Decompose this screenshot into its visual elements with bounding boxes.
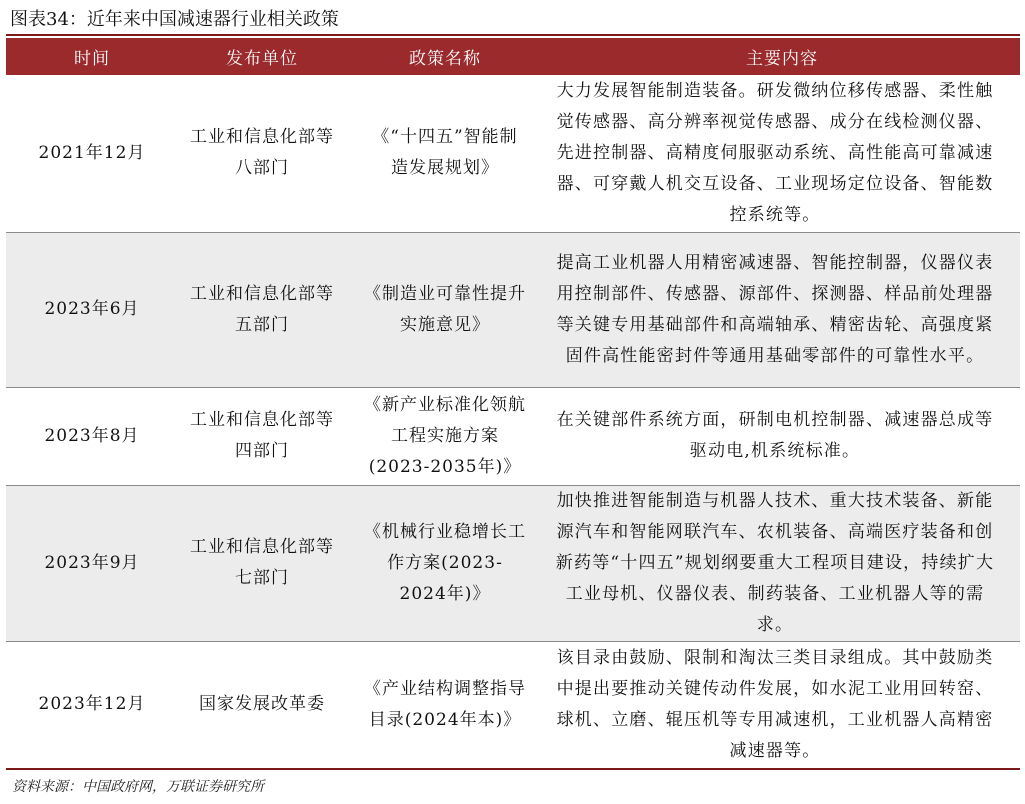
table-row <box>6 641 1020 768</box>
table-row <box>6 387 1020 485</box>
cell-content: 加快推进智能制造与机器人技术、重大技术装备、新能源汽车和智能网联汽车、农机装备、高端医疗装备和创新药等“十四五”规划纲要重大工程项目建设，持续扩大工业母机、仪器仪表、制药装备、工业机器人等的需求。 <box>544 485 1020 641</box>
table-row <box>6 75 1020 232</box>
header-time: 时间 <box>6 38 178 75</box>
source-note: 资料来源：中国政府网，万联证券研究所 <box>12 779 264 795</box>
cell-policy-name: 《产业结构调整指导目录(2024年本)》 <box>346 641 544 768</box>
cell-policy-name: 《新产业标准化领航工程实施方案(2023-2035年)》 <box>346 387 544 485</box>
cell-time: 2023年6月 <box>6 232 178 387</box>
title-rule <box>6 34 1020 36</box>
cell-time: 2021年12月 <box>6 75 178 232</box>
cell-dept: 工业和信息化部等五部门 <box>178 232 346 387</box>
cell-time: 2023年12月 <box>6 641 178 768</box>
cell-content: 提高工业机器人用精密减速器、智能控制器，仪器仪表用控制部件、传感器、源部件、探测器、样品前处理器等关键专用基础部件和高端轴承、精密齿轮、高强度紧固件高性能密封件等通用基础零部件的可靠性水平。 <box>544 232 1020 387</box>
page-title: 图表34：近年来中国减速器行业相关政策 <box>10 9 339 30</box>
cell-policy-name: 《机械行业稳增长工作方案(2023-2024年)》 <box>346 485 544 641</box>
cell-time: 2023年8月 <box>6 387 178 485</box>
policy-table <box>6 38 1020 769</box>
cell-policy-name: 《“十四五”智能制造发展规划》 <box>346 75 544 232</box>
cell-dept: 工业和信息化部等四部门 <box>178 387 346 485</box>
cell-content: 大力发展智能制造装备。研发微纳位移传感器、柔性触觉传感器、高分辨率视觉传感器、成分在线检测仪器、先进控制器、高精度伺服驱动系统、高性能高可靠减速器、可穿戴人机交互设备、工业现场定位设备、智能数控系统等。 <box>544 75 1020 232</box>
table-header-row <box>6 38 1020 75</box>
table-row <box>6 232 1020 387</box>
cell-policy-name: 《制造业可靠性提升实施意见》 <box>346 232 544 387</box>
cell-content: 该目录由鼓励、限制和淘汰三类目录组成。其中鼓励类中提出要推动关键传动件发展，如水泥工业用回转窑、球机、立磨、辊压机等专用减速机，工业机器人高精密减速器等。 <box>544 641 1020 768</box>
cell-time: 2023年9月 <box>6 485 178 641</box>
table-row <box>6 485 1020 641</box>
cell-content: 在关键部件系统方面，研制电机控制器、减速器总成等驱动电,机系统标准。 <box>544 387 1020 485</box>
bottom-rule <box>6 768 1020 770</box>
header-content: 主要内容 <box>544 38 1020 75</box>
header-policy-name: 政策名称 <box>346 38 544 75</box>
cell-dept: 工业和信息化部等八部门 <box>178 75 346 232</box>
header-dept: 发布单位 <box>178 38 346 75</box>
cell-dept: 工业和信息化部等七部门 <box>178 485 346 641</box>
cell-dept: 国家发展改革委 <box>178 641 346 768</box>
